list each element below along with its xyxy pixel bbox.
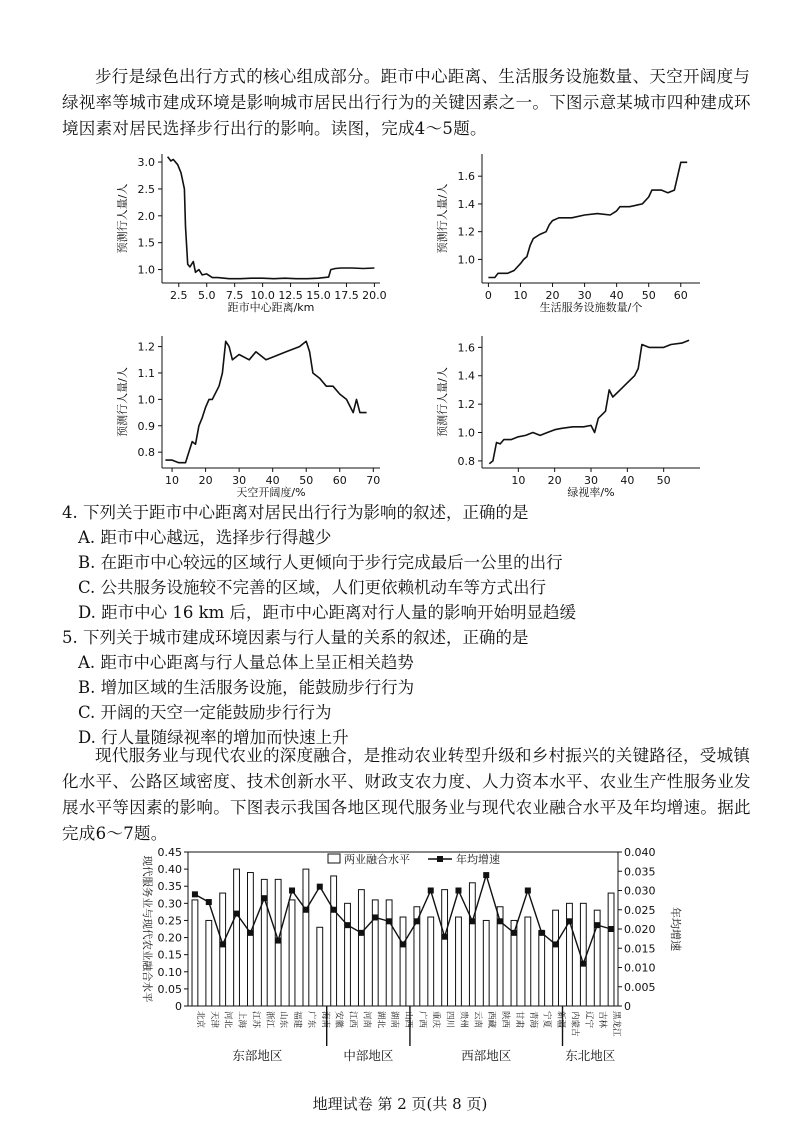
y-tick-label: 0.45 — [157, 846, 182, 859]
series-line — [168, 157, 375, 279]
growth-marker — [289, 888, 295, 894]
y-tick-label: 1.0 — [457, 253, 475, 267]
growth-marker — [234, 911, 240, 917]
question-4-stem: 4. 下列关于距市中心距离对居民出行行为影响的叙述，正确的是 — [62, 503, 529, 522]
series-line — [165, 341, 366, 462]
growth-marker — [386, 918, 392, 924]
x-tick-label: 0 — [484, 289, 492, 302]
growth-marker — [331, 907, 337, 913]
y-tick-label: 2.0 — [137, 209, 155, 223]
question-5-stem: 5. 下列关于城市建成环境因素与行人量的关系的叙述，正确的是 — [62, 628, 529, 647]
y2-tick-label: 0.025 — [624, 903, 656, 917]
x-axis-label: 天空开阔度/% — [236, 486, 306, 499]
category-label: 新疆 — [555, 1011, 566, 1029]
category-label: 浙江 — [264, 1011, 275, 1029]
bar — [553, 910, 559, 1006]
category-label: 贵州 — [458, 1011, 469, 1029]
growth-marker — [511, 930, 517, 936]
category-label: 青海 — [527, 1011, 538, 1029]
growth-marker — [497, 918, 503, 924]
category-label: 内蒙古 — [569, 1011, 580, 1037]
x-tick-label: 12.5 — [278, 289, 303, 302]
group-label: 中部地区 — [343, 1048, 394, 1063]
y2-tick-label: 0 — [624, 1000, 631, 1013]
category-label: 辽宁 — [583, 1011, 594, 1029]
x-tick-label: 10 — [513, 289, 528, 302]
bar — [345, 903, 351, 1006]
bar — [289, 900, 295, 1006]
x-tick-label: 20 — [547, 474, 562, 487]
x-tick-label: 40 — [265, 474, 280, 487]
y-tick-label: 1.0 — [137, 393, 155, 407]
bar — [303, 869, 309, 1006]
bar — [483, 920, 489, 1006]
growth-marker — [220, 941, 226, 947]
x-tick-label: 7.5 — [225, 289, 244, 302]
bar — [317, 927, 323, 1006]
chart-integration-level — [130, 838, 700, 1078]
bar — [400, 917, 406, 1006]
chart-green-view-rate — [430, 330, 710, 498]
category-label: 北京 — [194, 1011, 205, 1029]
category-label: 河南 — [361, 1011, 372, 1029]
y2-tick-label: 0.005 — [624, 980, 656, 994]
growth-marker — [206, 899, 212, 905]
y2-tick-label: 0.035 — [624, 865, 656, 879]
chart-service-facilities — [430, 148, 710, 313]
x-tick-label: 17.5 — [334, 289, 359, 302]
y2-tick-label: 0.040 — [624, 846, 656, 859]
x-axis-label: 距市中心距离/km — [227, 301, 315, 314]
y-tick-label: 1.2 — [137, 340, 155, 354]
x-tick-label: 60 — [673, 289, 688, 302]
bar — [192, 900, 198, 1006]
question-5-option-c: C. 开阔的天空一定能鼓励步行行为 — [78, 703, 332, 722]
growth-marker — [539, 930, 545, 936]
question-5-option-d: D. 行人量随绿视率的增加而快速上升 — [78, 728, 349, 747]
x-tick-label: 30 — [584, 474, 598, 487]
question-4-option-b: B. 在距市中心较远的区域行人更倾向于步行完成最后一公里的出行 — [78, 553, 563, 572]
growth-marker — [608, 926, 614, 932]
chart-distance-to-center — [110, 148, 390, 313]
category-label: 安徽 — [333, 1011, 344, 1029]
x-tick-label: 70 — [366, 474, 381, 487]
growth-marker — [455, 888, 461, 894]
growth-marker — [275, 938, 281, 944]
growth-marker — [566, 918, 572, 924]
y-tick-label: 0.35 — [157, 880, 182, 894]
bar — [358, 890, 364, 1006]
growth-marker — [428, 888, 434, 894]
growth-marker — [442, 934, 448, 940]
growth-marker — [345, 922, 351, 928]
bar — [386, 900, 392, 1006]
passage-intro-walking: 步行是绿色出行方式的核心组成部分。距市中心距离、生活服务设施数量、天空开阔度与绿视率等城市建成环境是影响城市居民出行行为的关键因素之一。下图示意某城市四种建成环境因素对居民选择步行出行的影响。读图，完成4～5题。 — [62, 67, 751, 138]
category-label: 江西 — [347, 1011, 358, 1029]
legend-bar-label: 两业融合水平 — [344, 853, 410, 866]
category-label: 山西 — [403, 1011, 413, 1029]
y-tick-label: 0.05 — [157, 982, 182, 996]
growth-marker — [553, 941, 559, 947]
growth-marker — [580, 961, 586, 967]
y-tick-label: 0 — [175, 1000, 182, 1013]
category-label: 甘肃 — [513, 1011, 524, 1029]
x-tick-label: 50 — [641, 289, 656, 302]
y-tick-label: 0.20 — [157, 931, 182, 945]
group-label: 东北地区 — [565, 1048, 616, 1063]
growth-marker — [317, 884, 323, 890]
growth-marker — [525, 888, 531, 894]
category-label: 云南 — [472, 1011, 483, 1029]
y-tick-label: 1.2 — [457, 225, 475, 239]
growth-marker — [192, 891, 198, 897]
bar — [234, 869, 240, 1006]
category-label: 福建 — [292, 1011, 303, 1029]
x-tick-label: 20 — [198, 474, 213, 487]
x-tick-label: 15.0 — [306, 289, 331, 302]
y-tick-label: 1.0 — [137, 263, 155, 277]
bar — [539, 931, 545, 1006]
question-4-option-a: A. 距市中心越远，选择步行得越少 — [78, 528, 332, 547]
x-tick-label: 50 — [656, 474, 671, 487]
category-label: 广东 — [305, 1011, 316, 1029]
category-label: 西藏 — [486, 1011, 497, 1029]
passage-intro-integration: 现代服务业与现代农业的深度融合，是推动农业转型升级和乡村振兴的关键路径，受城镇化水平、公路区域密度、技术创新水平、财政支农力度、人力资本水平、农业生产性服务业发展水平等因素的影响。下图表示我国各地区现代服务业与现代农业融合水平及年均增速。据此完成6～7题。 — [62, 746, 751, 843]
category-label: 广西 — [416, 1011, 427, 1029]
y-tick-label: 1.4 — [457, 197, 475, 211]
category-label: 黑龙江 — [611, 1011, 622, 1037]
category-label: 河北 — [222, 1011, 233, 1029]
y2-tick-label: 0.010 — [624, 961, 656, 975]
y-tick-label: 0.30 — [157, 897, 182, 911]
x-tick-label: 10 — [511, 474, 526, 487]
y2-axis-label: 年均增速 — [669, 907, 682, 951]
y2-tick-label: 0.030 — [624, 884, 656, 898]
growth-marker — [594, 922, 600, 928]
category-label: 天津 — [208, 1011, 219, 1029]
x-tick-label: 10 — [165, 474, 180, 487]
bar — [442, 890, 448, 1006]
bar — [331, 876, 337, 1006]
y2-tick-label: 0.015 — [624, 942, 656, 956]
y-tick-label: 1.4 — [457, 369, 475, 383]
x-tick-label: 40 — [609, 289, 624, 302]
growth-marker — [469, 918, 475, 924]
question-4-option-c: C. 公共服务设施较不完善的区域，人们更依赖机动车等方式出行 — [78, 578, 547, 597]
chart-sky-openness — [110, 330, 390, 498]
bar — [469, 883, 475, 1006]
category-label: 湖南 — [389, 1011, 400, 1029]
x-axis-label: 绿视率/% — [567, 486, 615, 499]
category-label: 上海 — [236, 1011, 247, 1029]
growth-marker — [483, 872, 489, 878]
legend-line-marker — [437, 856, 443, 862]
growth-marker — [261, 895, 267, 901]
bar — [456, 917, 462, 1006]
y2-tick-label: 0.020 — [624, 923, 656, 936]
y-tick-label: 1.1 — [137, 366, 155, 380]
growth-marker — [372, 914, 378, 920]
category-label: 陕西 — [500, 1011, 511, 1029]
x-axis-label: 生活服务设施数量/个 — [539, 301, 643, 314]
x-tick-label: 20.0 — [362, 289, 387, 302]
x-tick-label: 30 — [232, 474, 247, 487]
y-tick-label: 1.6 — [457, 341, 475, 355]
y-tick-label: 1.5 — [137, 236, 155, 250]
legend-bar-swatch — [328, 854, 340, 863]
x-tick-label: 2.5 — [170, 289, 188, 302]
y-tick-label: 0.10 — [157, 965, 182, 979]
page-footer: 地理试卷 第 2 页(共 8 页) — [312, 1095, 488, 1113]
y-axis-label: 预测行人量/人 — [436, 367, 449, 437]
bar — [220, 893, 226, 1006]
y-tick-label: 1.2 — [457, 398, 475, 412]
bar — [608, 893, 614, 1006]
x-tick-label: 5.0 — [197, 289, 216, 302]
category-label: 宁夏 — [541, 1011, 552, 1029]
y-axis-label: 预测行人量/人 — [436, 183, 449, 254]
bar — [525, 917, 531, 1006]
bar — [428, 917, 434, 1006]
category-label: 四川 — [444, 1011, 455, 1029]
bar — [206, 920, 212, 1006]
x-tick-label: 50 — [299, 474, 314, 487]
y-tick-label: 0.9 — [137, 419, 155, 433]
y-tick-label: 0.15 — [157, 948, 182, 962]
bar — [580, 903, 586, 1006]
bar — [248, 873, 254, 1006]
y-tick-label: 1.6 — [457, 170, 475, 184]
category-label: 吉林 — [597, 1011, 608, 1029]
x-tick-label: 40 — [620, 474, 635, 487]
y-tick-label: 0.8 — [457, 454, 475, 468]
category-label: 海南 — [319, 1011, 330, 1029]
series-line — [488, 162, 687, 277]
question-5-option-b: B. 增加区域的生活服务设施，能鼓励步行行为 — [78, 678, 415, 697]
y-axis-label: 现代服务业与现代农业融合水平 — [141, 855, 153, 1003]
growth-marker — [400, 941, 406, 947]
growth-marker — [358, 930, 364, 936]
legend-line-label: 年均增速 — [456, 853, 500, 866]
y-tick-label: 0.25 — [157, 914, 182, 928]
x-tick-label: 30 — [577, 289, 592, 302]
y-tick-label: 0.8 — [137, 446, 155, 460]
category-label: 江苏 — [250, 1011, 261, 1029]
series-line — [489, 340, 689, 463]
y-tick-label: 0.40 — [157, 863, 182, 877]
category-label: 山东 — [278, 1011, 289, 1029]
category-label: 重庆 — [430, 1011, 441, 1029]
y-axis-label: 预测行人量/人 — [116, 183, 129, 254]
y-axis-label: 预测行人量/人 — [116, 367, 129, 437]
y-tick-label: 1.0 — [457, 426, 475, 440]
growth-marker — [414, 918, 420, 924]
question-4-option-d: D. 距市中心 16 km 后，距市中心距离对行人量的影响开始明显趋缓 — [78, 603, 577, 622]
x-tick-label: 10.0 — [250, 289, 275, 302]
x-tick-label: 60 — [332, 474, 347, 487]
group-label: 东部地区 — [232, 1048, 283, 1063]
x-tick-label: 20 — [545, 289, 560, 302]
category-label: 湖北 — [375, 1011, 386, 1029]
growth-marker — [247, 930, 253, 936]
y-tick-label: 3.0 — [137, 156, 155, 170]
growth-marker — [303, 907, 309, 913]
question-5-option-a: A. 距市中心距离与行人量总体上呈正相关趋势 — [78, 653, 414, 672]
group-label: 西部地区 — [461, 1048, 512, 1063]
y-tick-label: 2.5 — [137, 182, 155, 196]
